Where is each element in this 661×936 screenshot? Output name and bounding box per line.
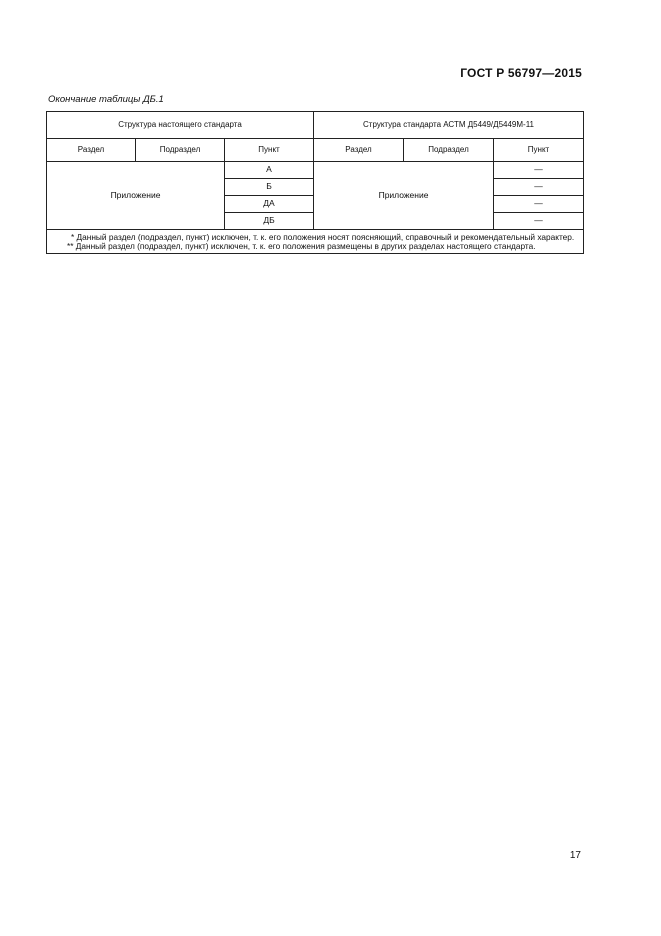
left-group-header: Структура настоящего стандарта bbox=[47, 112, 314, 139]
col-header-section-left: Раздел bbox=[47, 139, 136, 162]
table-footnotes bbox=[47, 230, 584, 254]
col-header-section-right: Раздел bbox=[314, 139, 404, 162]
footnote-double-asterisk: ** Данный раздел (подраздел, пункт) исключен, т. к. его положения размещены в других разделах настоящего стандарта. bbox=[67, 241, 536, 252]
col-header-item-right: Пункт bbox=[494, 139, 584, 162]
column-header-row bbox=[47, 139, 584, 162]
left-appendix-cell: Приложение bbox=[47, 162, 225, 230]
col-header-subsection-left: Подраздел bbox=[136, 139, 225, 162]
footnote-single-asterisk: * Данный раздел (подраздел, пункт) исключен, т. к. его положения носят поясняющий, справочный и рекомендательный характер. bbox=[71, 232, 575, 242]
left-item-cell: ДБ bbox=[225, 213, 314, 230]
page-number: 17 bbox=[569, 850, 581, 861]
table-row bbox=[47, 162, 584, 179]
col-header-item-left: Пункт bbox=[225, 139, 314, 162]
group-header-row bbox=[47, 112, 584, 139]
col-header-subsection-right: Подраздел bbox=[404, 139, 494, 162]
right-group-header: Структура стандарта АСТМ Д5449/Д5449М-11 bbox=[314, 112, 584, 139]
left-item-cell: А bbox=[225, 162, 314, 179]
left-item-cell: ДА bbox=[225, 196, 314, 213]
right-item-cell: — bbox=[494, 162, 584, 179]
left-item-cell: Б bbox=[225, 179, 314, 196]
right-item-cell: — bbox=[494, 196, 584, 213]
notes-row bbox=[47, 230, 584, 254]
structure-comparison-table bbox=[46, 111, 584, 254]
table-caption: Окончание таблицы ДБ.1 bbox=[48, 94, 164, 105]
right-appendix-cell: Приложение bbox=[314, 162, 494, 230]
document-code: ГОСТ Р 56797—2015 bbox=[460, 66, 582, 80]
right-item-cell: — bbox=[494, 179, 584, 196]
right-item-cell: — bbox=[494, 213, 584, 230]
